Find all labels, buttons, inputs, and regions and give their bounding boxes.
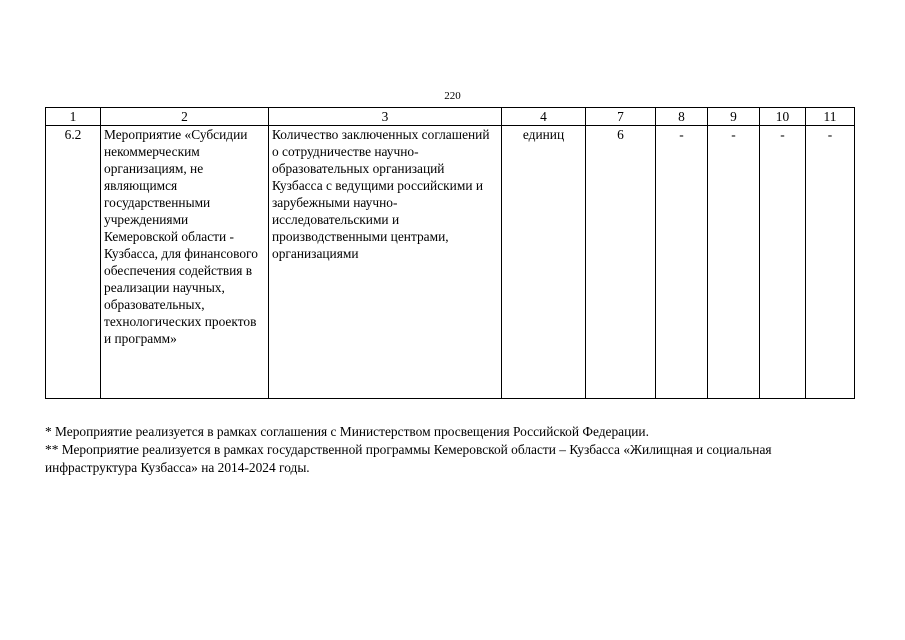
header-cell: 1 — [46, 108, 101, 126]
indicator-cell: Количество заключенных соглашений о сотрудничестве научно-образовательных организаций Кузбасса с ведущими российскими и зарубежными научно-исследовательскими и производственными центрами, организациями — [269, 126, 502, 399]
event-cell: Мероприятие «Субсидии некоммерческим организациям, не являющимся государственными учреждениями Кемеровской области - Кузбасса, для финансового обеспечения содействия в реализации научных, образовательных, технологических проектов и программ» — [101, 126, 269, 399]
table-header-row — [46, 108, 855, 126]
footnote: ** Мероприятие реализуется в рамках государственной программы Кемеровской области – Кузбасса «Жилищная и социальная инфраструктура Кузбасса» на 2014-2024 годы. — [45, 442, 772, 475]
header-cell: 11 — [806, 108, 855, 126]
value-cell-10: - — [760, 126, 806, 399]
header-cell: 7 — [586, 108, 656, 126]
header-cell: 3 — [269, 108, 502, 126]
header-cell: 10 — [760, 108, 806, 126]
header-cell: 9 — [708, 108, 760, 126]
header-cell: 2 — [101, 108, 269, 126]
indicators-table — [45, 107, 855, 399]
value-cell-7: 6 — [586, 126, 656, 399]
value-cell-8: - — [656, 126, 708, 399]
footnotes — [45, 423, 855, 477]
page-number: 220 — [444, 90, 461, 102]
table-row — [46, 126, 855, 399]
value-cell-9: - — [708, 126, 760, 399]
header-cell: 8 — [656, 108, 708, 126]
footnote: * Мероприятие реализуется в рамках соглашения с Министерством просвещения Российской Федерации. — [45, 424, 649, 439]
row-number-cell: 6.2 — [46, 126, 101, 399]
unit-cell: единиц — [502, 126, 586, 399]
value-cell-11: - — [806, 126, 855, 399]
header-cell: 4 — [502, 108, 586, 126]
